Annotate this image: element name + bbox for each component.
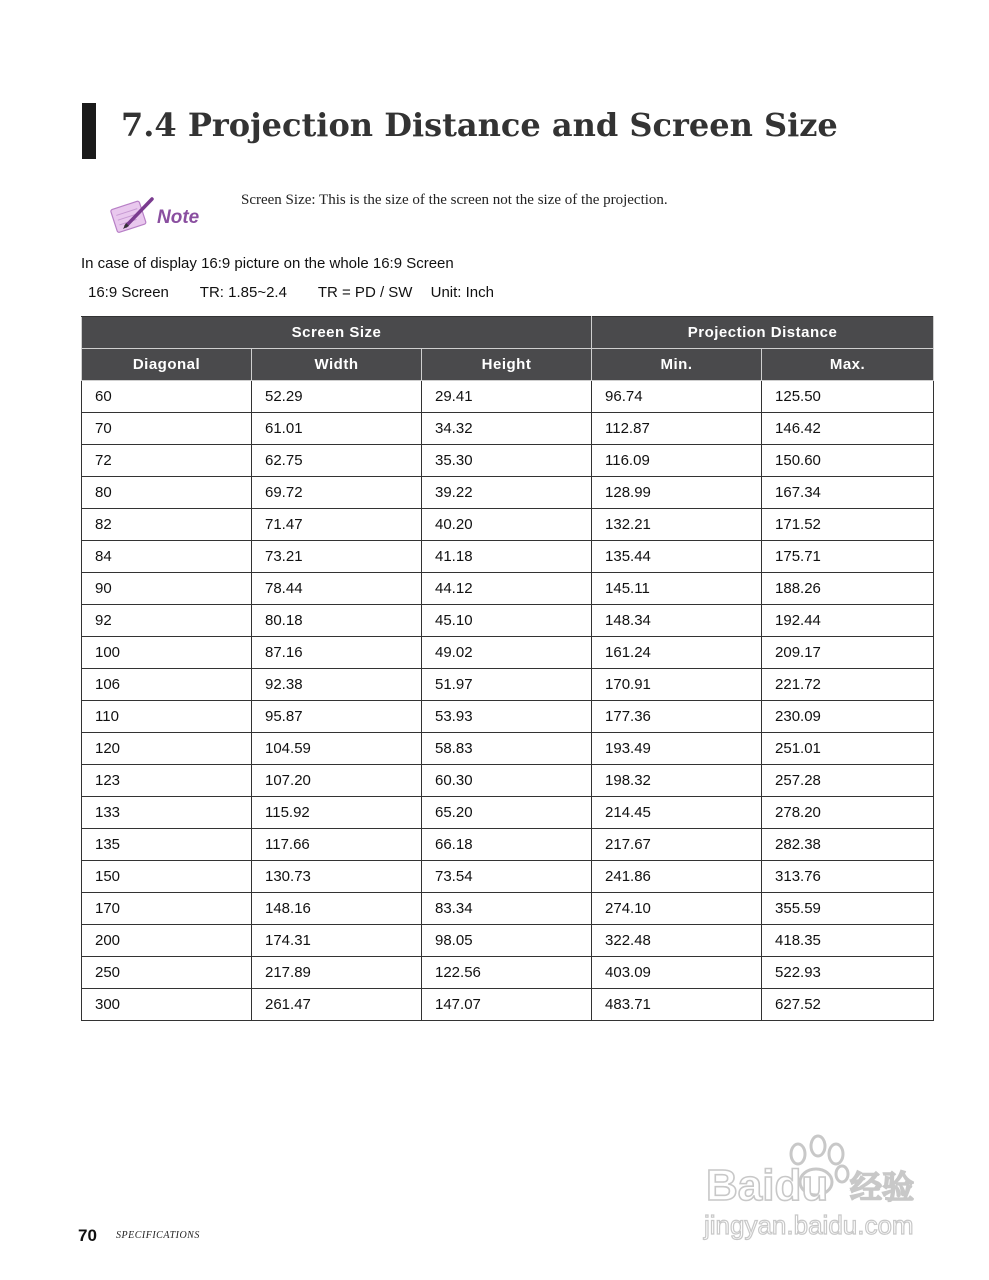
cell-max: 167.34 bbox=[762, 477, 934, 509]
cell-height: 147.07 bbox=[422, 989, 592, 1021]
cell-max: 313.76 bbox=[762, 861, 934, 893]
table-body bbox=[82, 381, 934, 1021]
table-row bbox=[82, 605, 934, 637]
cell-min: 322.48 bbox=[592, 925, 762, 957]
table-row bbox=[82, 989, 934, 1021]
cell-min: 132.21 bbox=[592, 509, 762, 541]
table-row bbox=[82, 829, 934, 861]
cell-diagonal: 60 bbox=[82, 381, 252, 413]
cell-max: 230.09 bbox=[762, 701, 934, 733]
throw-ratio-caption bbox=[88, 284, 521, 301]
watermark-cn: 经验 bbox=[850, 1168, 915, 1206]
column-header-height: Height bbox=[422, 349, 592, 381]
cell-max: 192.44 bbox=[762, 605, 934, 637]
baidu-paw-icon bbox=[700, 1130, 940, 1245]
projection-distance-table bbox=[81, 316, 934, 1021]
cell-diagonal: 250 bbox=[82, 957, 252, 989]
cell-max: 150.60 bbox=[762, 445, 934, 477]
cell-height: 29.41 bbox=[422, 381, 592, 413]
cell-width: 104.59 bbox=[252, 733, 422, 765]
cell-diagonal: 135 bbox=[82, 829, 252, 861]
screen-ratio-label: 16:9 Screen bbox=[88, 284, 169, 301]
cell-width: 69.72 bbox=[252, 477, 422, 509]
cell-width: 115.92 bbox=[252, 797, 422, 829]
cell-height: 51.97 bbox=[422, 669, 592, 701]
cell-max: 221.72 bbox=[762, 669, 934, 701]
table-row bbox=[82, 477, 934, 509]
cell-diagonal: 133 bbox=[82, 797, 252, 829]
table-row bbox=[82, 381, 934, 413]
table-row bbox=[82, 541, 934, 573]
cell-diagonal: 82 bbox=[82, 509, 252, 541]
table-row bbox=[82, 733, 934, 765]
cell-height: 58.83 bbox=[422, 733, 592, 765]
cell-height: 122.56 bbox=[422, 957, 592, 989]
cell-diagonal: 300 bbox=[82, 989, 252, 1021]
cell-min: 483.71 bbox=[592, 989, 762, 1021]
cell-max: 251.01 bbox=[762, 733, 934, 765]
cell-min: 161.24 bbox=[592, 637, 762, 669]
cell-diagonal: 70 bbox=[82, 413, 252, 445]
baidu-watermark bbox=[700, 1130, 940, 1245]
cell-height: 98.05 bbox=[422, 925, 592, 957]
table-row bbox=[82, 861, 934, 893]
cell-max: 355.59 bbox=[762, 893, 934, 925]
cell-width: 174.31 bbox=[252, 925, 422, 957]
throw-ratio-range: TR: 1.85~2.4 bbox=[199, 284, 287, 301]
cell-diagonal: 200 bbox=[82, 925, 252, 957]
watermark-brand: Baidu bbox=[706, 1161, 829, 1210]
cell-max: 282.38 bbox=[762, 829, 934, 861]
cell-max: 627.52 bbox=[762, 989, 934, 1021]
group-header-screen-size: Screen Size bbox=[82, 317, 592, 349]
cell-min: 128.99 bbox=[592, 477, 762, 509]
cell-max: 209.17 bbox=[762, 637, 934, 669]
table-row bbox=[82, 509, 934, 541]
cell-height: 44.12 bbox=[422, 573, 592, 605]
throw-ratio-formula: TR = PD / SW bbox=[317, 284, 413, 301]
cell-width: 261.47 bbox=[252, 989, 422, 1021]
cell-max: 171.52 bbox=[762, 509, 934, 541]
cell-width: 71.47 bbox=[252, 509, 422, 541]
cell-diagonal: 150 bbox=[82, 861, 252, 893]
cell-max: 522.93 bbox=[762, 957, 934, 989]
cell-min: 116.09 bbox=[592, 445, 762, 477]
note-label: Note bbox=[157, 207, 200, 228]
table-row bbox=[82, 669, 934, 701]
cell-height: 65.20 bbox=[422, 797, 592, 829]
cell-height: 83.34 bbox=[422, 893, 592, 925]
cell-width: 73.21 bbox=[252, 541, 422, 573]
cell-min: 274.10 bbox=[592, 893, 762, 925]
cell-height: 73.54 bbox=[422, 861, 592, 893]
cell-height: 40.20 bbox=[422, 509, 592, 541]
table-row bbox=[82, 765, 934, 797]
table-row bbox=[82, 413, 934, 445]
cell-min: 241.86 bbox=[592, 861, 762, 893]
cell-diagonal: 120 bbox=[82, 733, 252, 765]
cell-diagonal: 170 bbox=[82, 893, 252, 925]
note-text: Screen Size: This is the size of the screen not the size of the projection. bbox=[241, 192, 668, 208]
cell-diagonal: 100 bbox=[82, 637, 252, 669]
cell-height: 34.32 bbox=[422, 413, 592, 445]
cell-max: 278.20 bbox=[762, 797, 934, 829]
cell-diagonal: 80 bbox=[82, 477, 252, 509]
cell-width: 61.01 bbox=[252, 413, 422, 445]
cell-width: 80.18 bbox=[252, 605, 422, 637]
cell-min: 112.87 bbox=[592, 413, 762, 445]
cell-height: 45.10 bbox=[422, 605, 592, 637]
title-accent-bar bbox=[82, 103, 96, 159]
display-caption: In case of display 16:9 picture on the whole 16:9 Screen bbox=[81, 255, 454, 272]
cell-diagonal: 110 bbox=[82, 701, 252, 733]
cell-max: 257.28 bbox=[762, 765, 934, 797]
cell-height: 39.22 bbox=[422, 477, 592, 509]
cell-height: 60.30 bbox=[422, 765, 592, 797]
cell-height: 66.18 bbox=[422, 829, 592, 861]
cell-min: 193.49 bbox=[592, 733, 762, 765]
note-pencil-icon bbox=[110, 193, 210, 243]
cell-height: 49.02 bbox=[422, 637, 592, 669]
table-row bbox=[82, 445, 934, 477]
cell-width: 95.87 bbox=[252, 701, 422, 733]
page-number: 70 bbox=[78, 1226, 97, 1245]
cell-diagonal: 92 bbox=[82, 605, 252, 637]
cell-min: 198.32 bbox=[592, 765, 762, 797]
cell-diagonal: 123 bbox=[82, 765, 252, 797]
cell-width: 148.16 bbox=[252, 893, 422, 925]
table-row bbox=[82, 925, 934, 957]
cell-min: 170.91 bbox=[592, 669, 762, 701]
table-row bbox=[82, 893, 934, 925]
cell-width: 92.38 bbox=[252, 669, 422, 701]
cell-width: 52.29 bbox=[252, 381, 422, 413]
unit-label: Unit: Inch bbox=[430, 284, 494, 301]
cell-diagonal: 84 bbox=[82, 541, 252, 573]
group-header-projection-distance: Projection Distance bbox=[592, 317, 934, 349]
column-header-max: Max. bbox=[762, 349, 934, 381]
cell-min: 96.74 bbox=[592, 381, 762, 413]
cell-min: 145.11 bbox=[592, 573, 762, 605]
cell-height: 53.93 bbox=[422, 701, 592, 733]
cell-height: 35.30 bbox=[422, 445, 592, 477]
cell-min: 214.45 bbox=[592, 797, 762, 829]
table-row bbox=[82, 701, 934, 733]
cell-min: 217.67 bbox=[592, 829, 762, 861]
table-row bbox=[82, 957, 934, 989]
cell-width: 217.89 bbox=[252, 957, 422, 989]
cell-max: 418.35 bbox=[762, 925, 934, 957]
table-row bbox=[82, 573, 934, 605]
table-row bbox=[82, 637, 934, 669]
cell-diagonal: 106 bbox=[82, 669, 252, 701]
cell-height: 41.18 bbox=[422, 541, 592, 573]
cell-min: 135.44 bbox=[592, 541, 762, 573]
cell-max: 146.42 bbox=[762, 413, 934, 445]
cell-diagonal: 90 bbox=[82, 573, 252, 605]
column-header-width: Width bbox=[252, 349, 422, 381]
cell-width: 62.75 bbox=[252, 445, 422, 477]
table-row bbox=[82, 797, 934, 829]
column-header-diagonal: Diagonal bbox=[82, 349, 252, 381]
cell-width: 117.66 bbox=[252, 829, 422, 861]
cell-min: 403.09 bbox=[592, 957, 762, 989]
cell-min: 148.34 bbox=[592, 605, 762, 637]
cell-max: 175.71 bbox=[762, 541, 934, 573]
cell-width: 87.16 bbox=[252, 637, 422, 669]
page-title: 7.4 Projection Distance and Screen Size bbox=[121, 106, 838, 144]
column-header-min: Min. bbox=[592, 349, 762, 381]
section-label: SPECIFICATIONS bbox=[116, 1230, 200, 1241]
cell-max: 125.50 bbox=[762, 381, 934, 413]
cell-width: 107.20 bbox=[252, 765, 422, 797]
cell-min: 177.36 bbox=[592, 701, 762, 733]
cell-width: 130.73 bbox=[252, 861, 422, 893]
cell-diagonal: 72 bbox=[82, 445, 252, 477]
watermark-url: jingyan.baidu.com bbox=[704, 1210, 914, 1240]
cell-max: 188.26 bbox=[762, 573, 934, 605]
cell-width: 78.44 bbox=[252, 573, 422, 605]
